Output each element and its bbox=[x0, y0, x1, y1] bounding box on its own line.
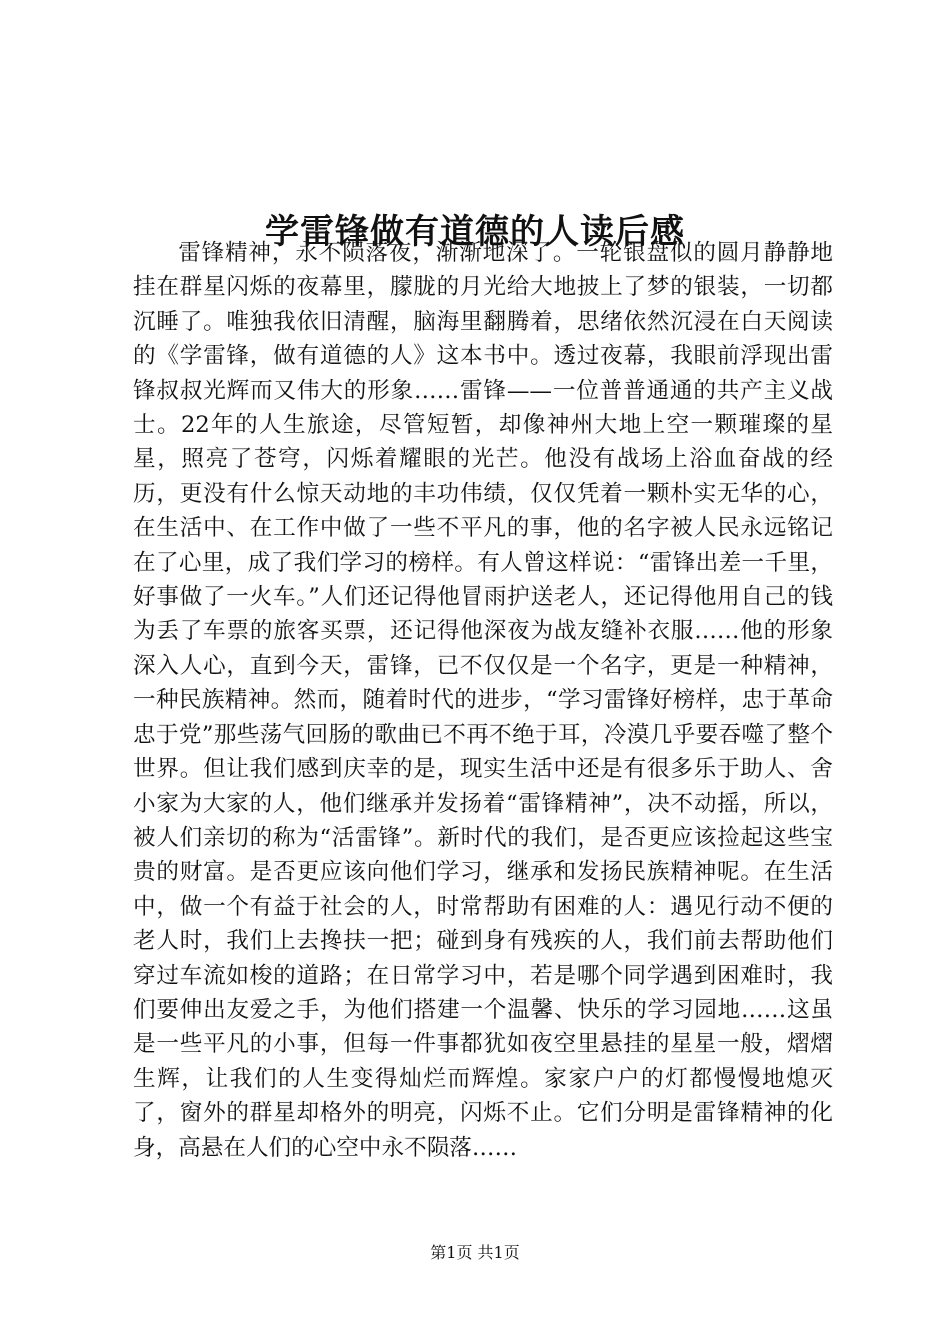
page-title: 学雷锋做有道德的人读后感 bbox=[265, 211, 685, 252]
body-paragraph: 雷锋精神，永不陨落夜，渐渐地深了。一轮银盘似的圆月静静地挂在群星闪烁的夜幕里，朦胧的月光给大地披上了梦的银装，一切都沉睡了。唯独我依旧清醒，脑海里翻腾着，思绪依然沉浸在白天阅读的《学雷锋，做有道德的人》这本书中。透过夜幕，我眼前浮现出雷锋叔叔光辉而又伟大的形象……雷锋——一位普普通通的共产主义战士。22年的人生旅途，尽管短暂，却像神州大地上空一颗璀璨的星星，照亮了苍穹，闪烁着耀眼的光芒。他没有战场上浴血奋战的经历，更没有什么惊天动地的丰功伟绩，仅仅凭着一颗朴实无华的心，在生活中、在工作中做了一些不平凡的事，他的名字被人民永远铭记在了心里，成了我们学习的榜样。有人曾这样说：“雷锋出差一千里，好事做了一火车。”人们还记得他冒雨护送老人，还记得他用自己的钱为丢了车票的旅客买票，还记得他深夜为战友缝补衣服……他的形象深入人心，直到今天，雷锋，已不仅仅是一个名字，更是一种精神，一种民族精神。然而，随着时代的进步，“学习雷锋好榜样，忠于革命忠于党”那些荡气回肠的歌曲已不再不绝于耳，冷漠几乎要吞噬了整个世界。但让我们感到庆幸的是，现实生活中还是有很多乐于助人、舍小家为大家的人，他们继承并发扬着“雷锋精神”，决不动摇，所以，被人们亲切的称为“活雷锋”。新时代的我们，是否更应该捡起这些宝贵的财富。是否更应该向他们学习，继承和发扬民族精神呢。在生活中，做一个有益于社会的人，时常帮助有困难的人：遇见行动不便的老人时，我们上去搀扶一把；碰到身有残疾的人，我们前去帮助他们穿过车流如梭的道路；在日常学习中，若是哪个同学遇到困难时，我们要伸出友爱之手，为他们搭建一个温馨、快乐的学习园地……这虽是一些平凡的小事，但每一件事都犹如夜空里悬挂的星星一般，熠熠生辉，让我们的人生变得灿烂而辉煌。家家户户的灯都慢慢地熄灭了，窗外的群星却格外的明亮，闪烁不止。它们分明是雷锋精神的化身，高悬在人们的心空中永不陨落…… bbox=[133, 240, 833, 1161]
page-number-footer: 第1页 共1页 bbox=[430, 1243, 520, 1262]
